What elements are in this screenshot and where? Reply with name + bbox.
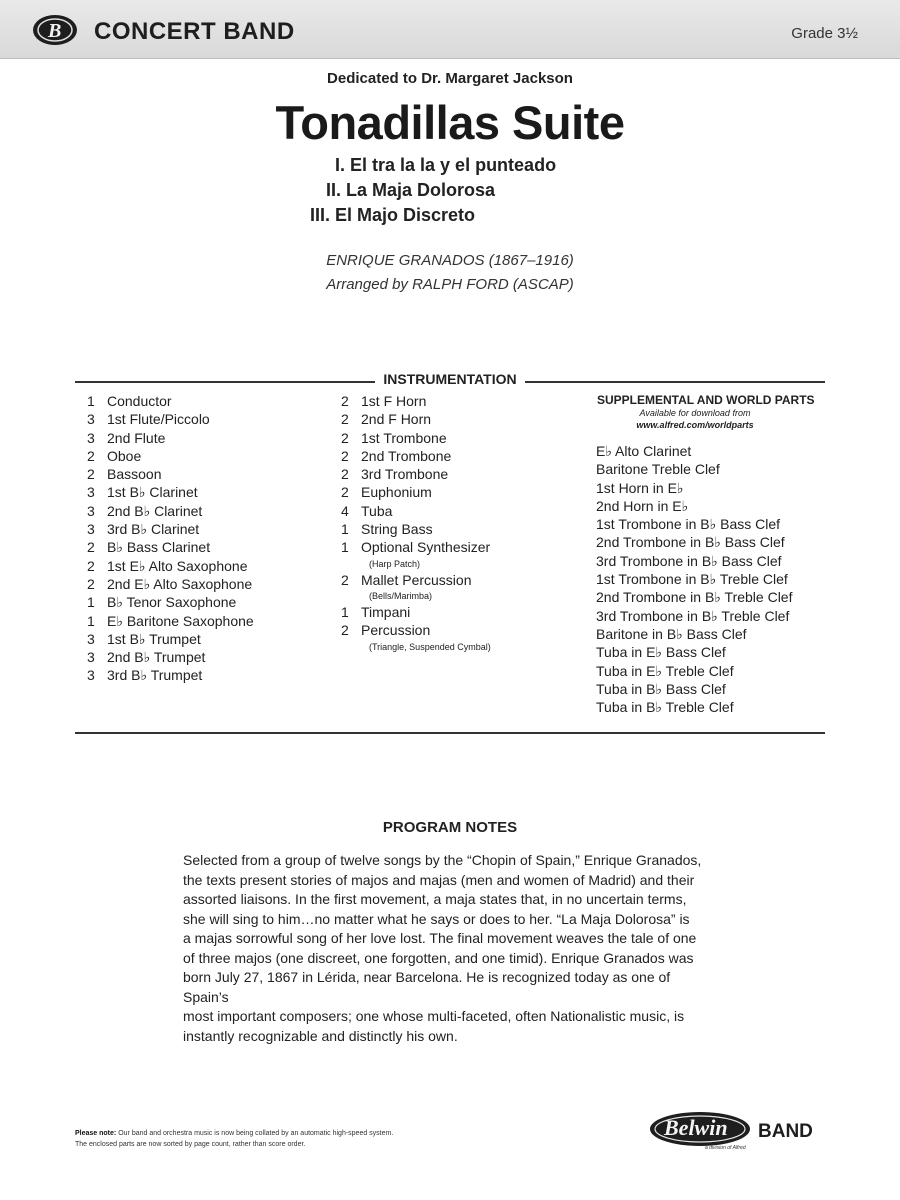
publisher-subtitle: a division of Alfred [705, 1145, 746, 1151]
instrument-name: Mallet Percussion [361, 571, 472, 588]
movement-2: II. La Maja Dolorosa [326, 180, 496, 200]
instrument-name: 1st B♭ Trumpet [107, 630, 201, 647]
svg-text:B: B [48, 20, 62, 42]
supplemental-title: SUPPLEMENTAL AND WORLD PARTS [597, 393, 815, 407]
instrument-qty: 1 [87, 594, 95, 611]
instrument-qty: 3 [87, 484, 95, 501]
instrument-qty: 3 [87, 502, 95, 519]
instrument-name: 2nd F Horn [361, 411, 432, 428]
instrument-name: B♭ Tenor Saxophone [107, 594, 237, 611]
divider-bottom [75, 732, 825, 734]
instrument-name: B♭ Bass Clarinet [107, 539, 211, 556]
supplemental-item: Tuba in B♭ Treble Clef [596, 699, 734, 716]
publisher-script: Belwin [664, 1115, 728, 1140]
supplemental-item: E♭ Alto Clarinet [596, 443, 692, 459]
instrument-qty: 2 [87, 575, 95, 592]
instrument-qty: 2 [341, 393, 349, 409]
belwin-logo-icon [32, 14, 78, 46]
instrument-qty: 2 [87, 539, 95, 556]
instrument-name: 2nd E♭ Alto Saxophone [107, 575, 253, 592]
instrumentation-heading: INSTRUMENTATION [375, 371, 524, 387]
instrument-qty: 3 [87, 521, 95, 538]
instrument-qty: 2 [341, 466, 349, 483]
instrument-name: 3rd Trombone [361, 466, 449, 483]
instrument-name: Euphonium [361, 484, 432, 501]
instrument-qty: 2 [87, 447, 95, 464]
instrument-name: 1st Trombone [361, 429, 447, 446]
instrument-qty: 3 [87, 429, 95, 446]
supplemental-item: 1st Horn in E♭ [596, 479, 684, 496]
instrument-name: String Bass [361, 521, 433, 538]
instrument-name: Conductor [107, 393, 172, 409]
instrument-name: Percussion [361, 622, 431, 639]
footer-note [75, 1128, 535, 1150]
instrument-qty: 2 [341, 622, 349, 639]
instrument-qty: 1 [341, 603, 349, 620]
page-title: Tonadillas Suite [275, 96, 625, 149]
instrument-name: Tuba [361, 502, 393, 519]
movement-1: I. El tra la la y el punteado [335, 155, 557, 175]
instrument-qty: 4 [341, 502, 349, 519]
instrument-name: 2nd B♭ Trumpet [107, 649, 206, 666]
grade-level: Grade 3½ [791, 25, 858, 42]
instrument-qty: 1 [341, 521, 349, 538]
footer-note-text: Our band and orchestra music is now being collated by an automatic high-speed system. [118, 1130, 394, 1137]
instrumentation-heading-wrap [75, 371, 825, 391]
supplemental-item: 1st Trombone in B♭ Bass Clef [596, 516, 781, 533]
supplemental-item: Tuba in E♭ Bass Clef [596, 644, 726, 661]
instrument-qty: 2 [341, 484, 349, 501]
supplemental-item: 2nd Trombone in B♭ Treble Clef [596, 589, 793, 606]
program-notes-line: instantly recognizable and distinctly his own. [183, 1027, 458, 1044]
supplemental-note: Available for download from [639, 408, 751, 418]
movement-3: III. El Majo Discreto [310, 205, 476, 225]
program-notes-line: she will sing to him…no matter what he says or does to her. “La Maja Dolorosa” is [183, 910, 690, 927]
instrument-qty: 2 [341, 411, 349, 428]
supplemental-item: Baritone in B♭ Bass Clef [596, 625, 747, 642]
program-notes-line: assorted liaisons. In the first movement, a maja states that, in no uncertain terms, [183, 891, 687, 907]
instrument-name: Bassoon [107, 466, 162, 483]
instrument-subnote: (Triangle, Suspended Cymbal) [369, 641, 491, 652]
instrument-qty: 3 [87, 411, 95, 428]
instrument-qty: 2 [341, 429, 349, 446]
instrument-name: 1st E♭ Alto Saxophone [107, 557, 248, 574]
program-notes-line: born July 27, 1867 in Lérida, near Barcelona. He is recognized today as one of Spain’s [183, 969, 671, 1005]
dedication: Dedicated to Dr. Margaret Jackson [327, 70, 573, 87]
instrument-qty: 2 [87, 557, 95, 574]
footer-note-text-2: The enclosed parts are now sorted by page count, rather than score order. [75, 1141, 306, 1148]
supplemental-item: 3rd Trombone in B♭ Treble Clef [596, 607, 790, 624]
instrument-name: 1st F Horn [361, 393, 427, 409]
instrument-subnote: (Bells/Marimba) [369, 590, 433, 601]
instrument-name: Optional Synthesizer [361, 539, 491, 556]
instrument-qty: 3 [87, 667, 95, 684]
supplemental-item: Tuba in E♭ Treble Clef [596, 662, 734, 679]
instrument-qty: 3 [87, 649, 95, 666]
instrument-name: 1st B♭ Clarinet [107, 484, 198, 501]
composer-credit: ENRIQUE GRANADOS (1867–1916) [326, 252, 574, 269]
brand-text: CONCERT BAND [94, 18, 295, 45]
supplemental-item: Baritone Treble Clef [596, 461, 720, 478]
instrument-qty: 2 [341, 447, 349, 464]
supplemental-item: Tuba in B♭ Bass Clef [596, 680, 726, 697]
publisher-word: BAND [758, 1121, 813, 1142]
instrument-name: 2nd B♭ Clarinet [107, 502, 203, 519]
instrument-qty: 1 [87, 393, 95, 409]
program-notes-line: most important composers; one whose multi-faceted, often Nationalistic music, is [183, 1008, 685, 1024]
instrument-name: 3rd B♭ Trumpet [107, 667, 203, 684]
arranger-credit: Arranged by RALPH FORD (ASCAP) [326, 276, 574, 293]
instrument-qty: 2 [87, 466, 95, 483]
instrument-name: Timpani [361, 603, 411, 620]
instrument-subnote: (Harp Patch) [369, 558, 421, 569]
instrument-name: 3rd B♭ Clarinet [107, 521, 200, 538]
program-notes-line: the texts present stories of majos and majas (men and women of Madrid) and their [183, 871, 695, 888]
instrument-name: E♭ Baritone Saxophone [107, 612, 254, 629]
supplemental-item: 3rd Trombone in B♭ Bass Clef [596, 552, 782, 569]
instrument-name: Oboe [107, 447, 142, 464]
footer-note-label: Please note: [75, 1130, 117, 1137]
program-notes-line: a majas sorrowful song of her love lost. The final movement weaves the tale of one [183, 930, 697, 946]
program-notes-body [183, 851, 718, 1046]
program-notes-line: of three majos (one discreet, one forgotten, and one timid). Enrique Granados was [183, 949, 694, 966]
program-notes-line: Selected from a group of twelve songs by the “Chopin of Spain,” Enrique Granados, [183, 852, 702, 868]
instrument-qty: 1 [87, 612, 95, 629]
supplemental-item: 2nd Trombone in B♭ Bass Clef [596, 534, 785, 551]
instrument-name: 2nd Trombone [361, 447, 452, 464]
supplemental-item: 1st Trombone in B♭ Treble Clef [596, 571, 788, 588]
instrument-name: 1st Flute/Piccolo [107, 411, 210, 428]
program-notes-heading: PROGRAM NOTES [382, 819, 518, 836]
supplemental-item: 2nd Horn in E♭ [596, 497, 689, 514]
supplemental-list [596, 442, 793, 716]
instrument-name: 2nd Flute [107, 429, 166, 446]
instrument-qty: 3 [87, 630, 95, 647]
supplemental-url-link[interactable]: www.alfred.com/worldparts [636, 420, 754, 430]
instrument-qty: 1 [341, 539, 349, 556]
instrument-qty: 2 [341, 571, 349, 588]
